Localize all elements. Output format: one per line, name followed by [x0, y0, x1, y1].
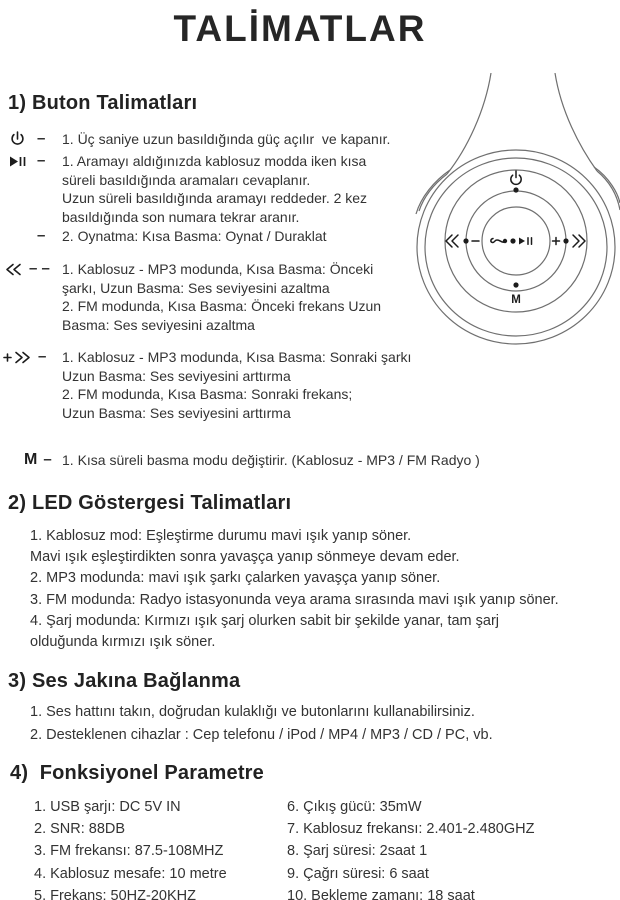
dash: – [37, 227, 46, 244]
instruction-row-previous [0, 260, 620, 334]
next-track-icon [3, 351, 32, 364]
text-line: 1. Kablosuz - MP3 modunda, Kısa Basma: Sonraki şarkı [62, 349, 412, 365]
text-line: 2. SNR: 88DB [34, 821, 126, 838]
text-line: 3. FM frekansı: 87.5-108MHZ [34, 843, 224, 860]
text-line: Uzun Basma: Ses seviyesini arttırma [62, 404, 291, 421]
instruction-text [62, 152, 620, 226]
mode-m-label: M [511, 294, 521, 306]
dash: – [38, 348, 47, 365]
text-line: 4. Kablosuz mesafe: 10 metre [34, 865, 227, 882]
text-line: 9. Çağrı süresi: 6 saat [287, 865, 429, 882]
instruction-text [62, 451, 620, 470]
text-line: Basma: Ses seviyesini azaltma [62, 316, 255, 333]
text-line: Uzun süreli basıldığında aramayı reddeder. 2 kez [62, 190, 368, 206]
instruction-text [62, 227, 620, 246]
instruction-row-play-pause [0, 152, 620, 226]
text-line: olduğunda kırmızı ışık söner. [30, 634, 216, 651]
text-line: 2. FM modunda, Kısa Basma: Önceki frekans Uzun [62, 298, 382, 314]
led-instructions [30, 526, 559, 653]
audio-jack-instructions [30, 701, 493, 746]
text-line: basıldığında son numara tekrar aranır. [62, 208, 300, 225]
text-line: Mavi ışık eşleştirdikten sonra yavaşça yanıp sönmeye devam eder. [30, 549, 460, 566]
page-title: TALİMATLAR [173, 8, 427, 49]
text-line: 2. FM modunda, Kısa Basma: Sonraki frekans; [62, 386, 353, 402]
instruction-text [62, 348, 620, 422]
instruction-row-mode [0, 451, 620, 470]
instruction-text [62, 260, 620, 334]
play-pause-icon [9, 155, 27, 168]
text-line: 8. Şarj süresi: 2saat 1 [287, 843, 428, 860]
text-line: süreli basıldığında aramaları cevaplanır. [62, 171, 311, 188]
instruction-row-next [0, 348, 620, 422]
text-line: 2. MP3 modunda: mavi ışık şarkı çalarken yavaşça yanıp söner. [30, 570, 441, 587]
text-line: Uzun Basma: Ses seviyesini arttırma [62, 367, 291, 384]
text-line: 10. Bekleme zamanı: 18 saat [287, 887, 475, 900]
text-line: 1. Kısa süreli basma modu değiştirir. (Kablosuz - MP3 / FM Radyo ) [62, 452, 480, 468]
section2-heading: 2) LED Göstergesi Talimatları [8, 492, 292, 514]
text-line: 1. Aramayı aldığınızda kablosuz modda iken kısa [62, 153, 367, 169]
dash: – [43, 451, 52, 468]
instruction-text [62, 130, 620, 149]
text-line: 7. Kablosuz frekansı: 2.401-2.480GHZ [287, 821, 535, 838]
text-line: 3. FM modunda: Radyo istasyonunda veya arama sırasında mavi ışık yanıp söner. [30, 591, 559, 608]
text-line: 1. Üç saniye uzun basıldığında güç açılır ve kapanır. [62, 131, 391, 147]
section3-heading: 3) Ses Jakına Bağlanma [8, 670, 241, 692]
text-line: 5. Frekans: 50HZ-20KHZ [34, 887, 196, 900]
text-line: 1. Kablosuz mod: Eşleştirme durumu mavi ışık yanıp söner. [30, 528, 412, 544]
dash: – – [29, 260, 50, 277]
dash: – [37, 130, 46, 147]
mode-button-label: M [24, 451, 38, 468]
text-line: 6. Çıkış gücü: 35mW [287, 799, 422, 815]
text-line: 1. Kablosuz - MP3 modunda, Kısa Basma: Önceki [62, 261, 374, 277]
text-line: şarkı, Uzun Basma: Ses seviyesini azaltma [62, 279, 330, 296]
dash: – [37, 152, 46, 169]
previous-track-icon [5, 263, 22, 276]
text-line: 4. Şarj modunda: Kırmızı ışık şarj olurken sabit bir şekilde yanar, tam şarj [30, 612, 500, 629]
section4-heading: 4) Fonksiyonel Parametre [10, 762, 264, 784]
text-line: 1. USB şarjı: DC 5V IN [34, 799, 181, 815]
text-line: 2. Desteklenen cihazlar : Cep telefonu / iPod / MP4 / MP3 / CD / PC, vb. [30, 726, 493, 743]
instruction-row-power [0, 130, 620, 149]
power-icon [9, 130, 26, 148]
parameters-left-column [34, 796, 227, 900]
text-line: 1. Ses hattını takın, doğrudan kulaklığı ve butonlarını kullanabilirsiniz. [30, 704, 475, 720]
parameters-right-column [287, 796, 534, 900]
section1-heading: 1) Buton Talimatları [8, 92, 198, 114]
instruction-row-playback [0, 227, 620, 246]
text-line: 2. Oynatma: Kısa Basma: Oynat / Duraklat [62, 228, 327, 244]
